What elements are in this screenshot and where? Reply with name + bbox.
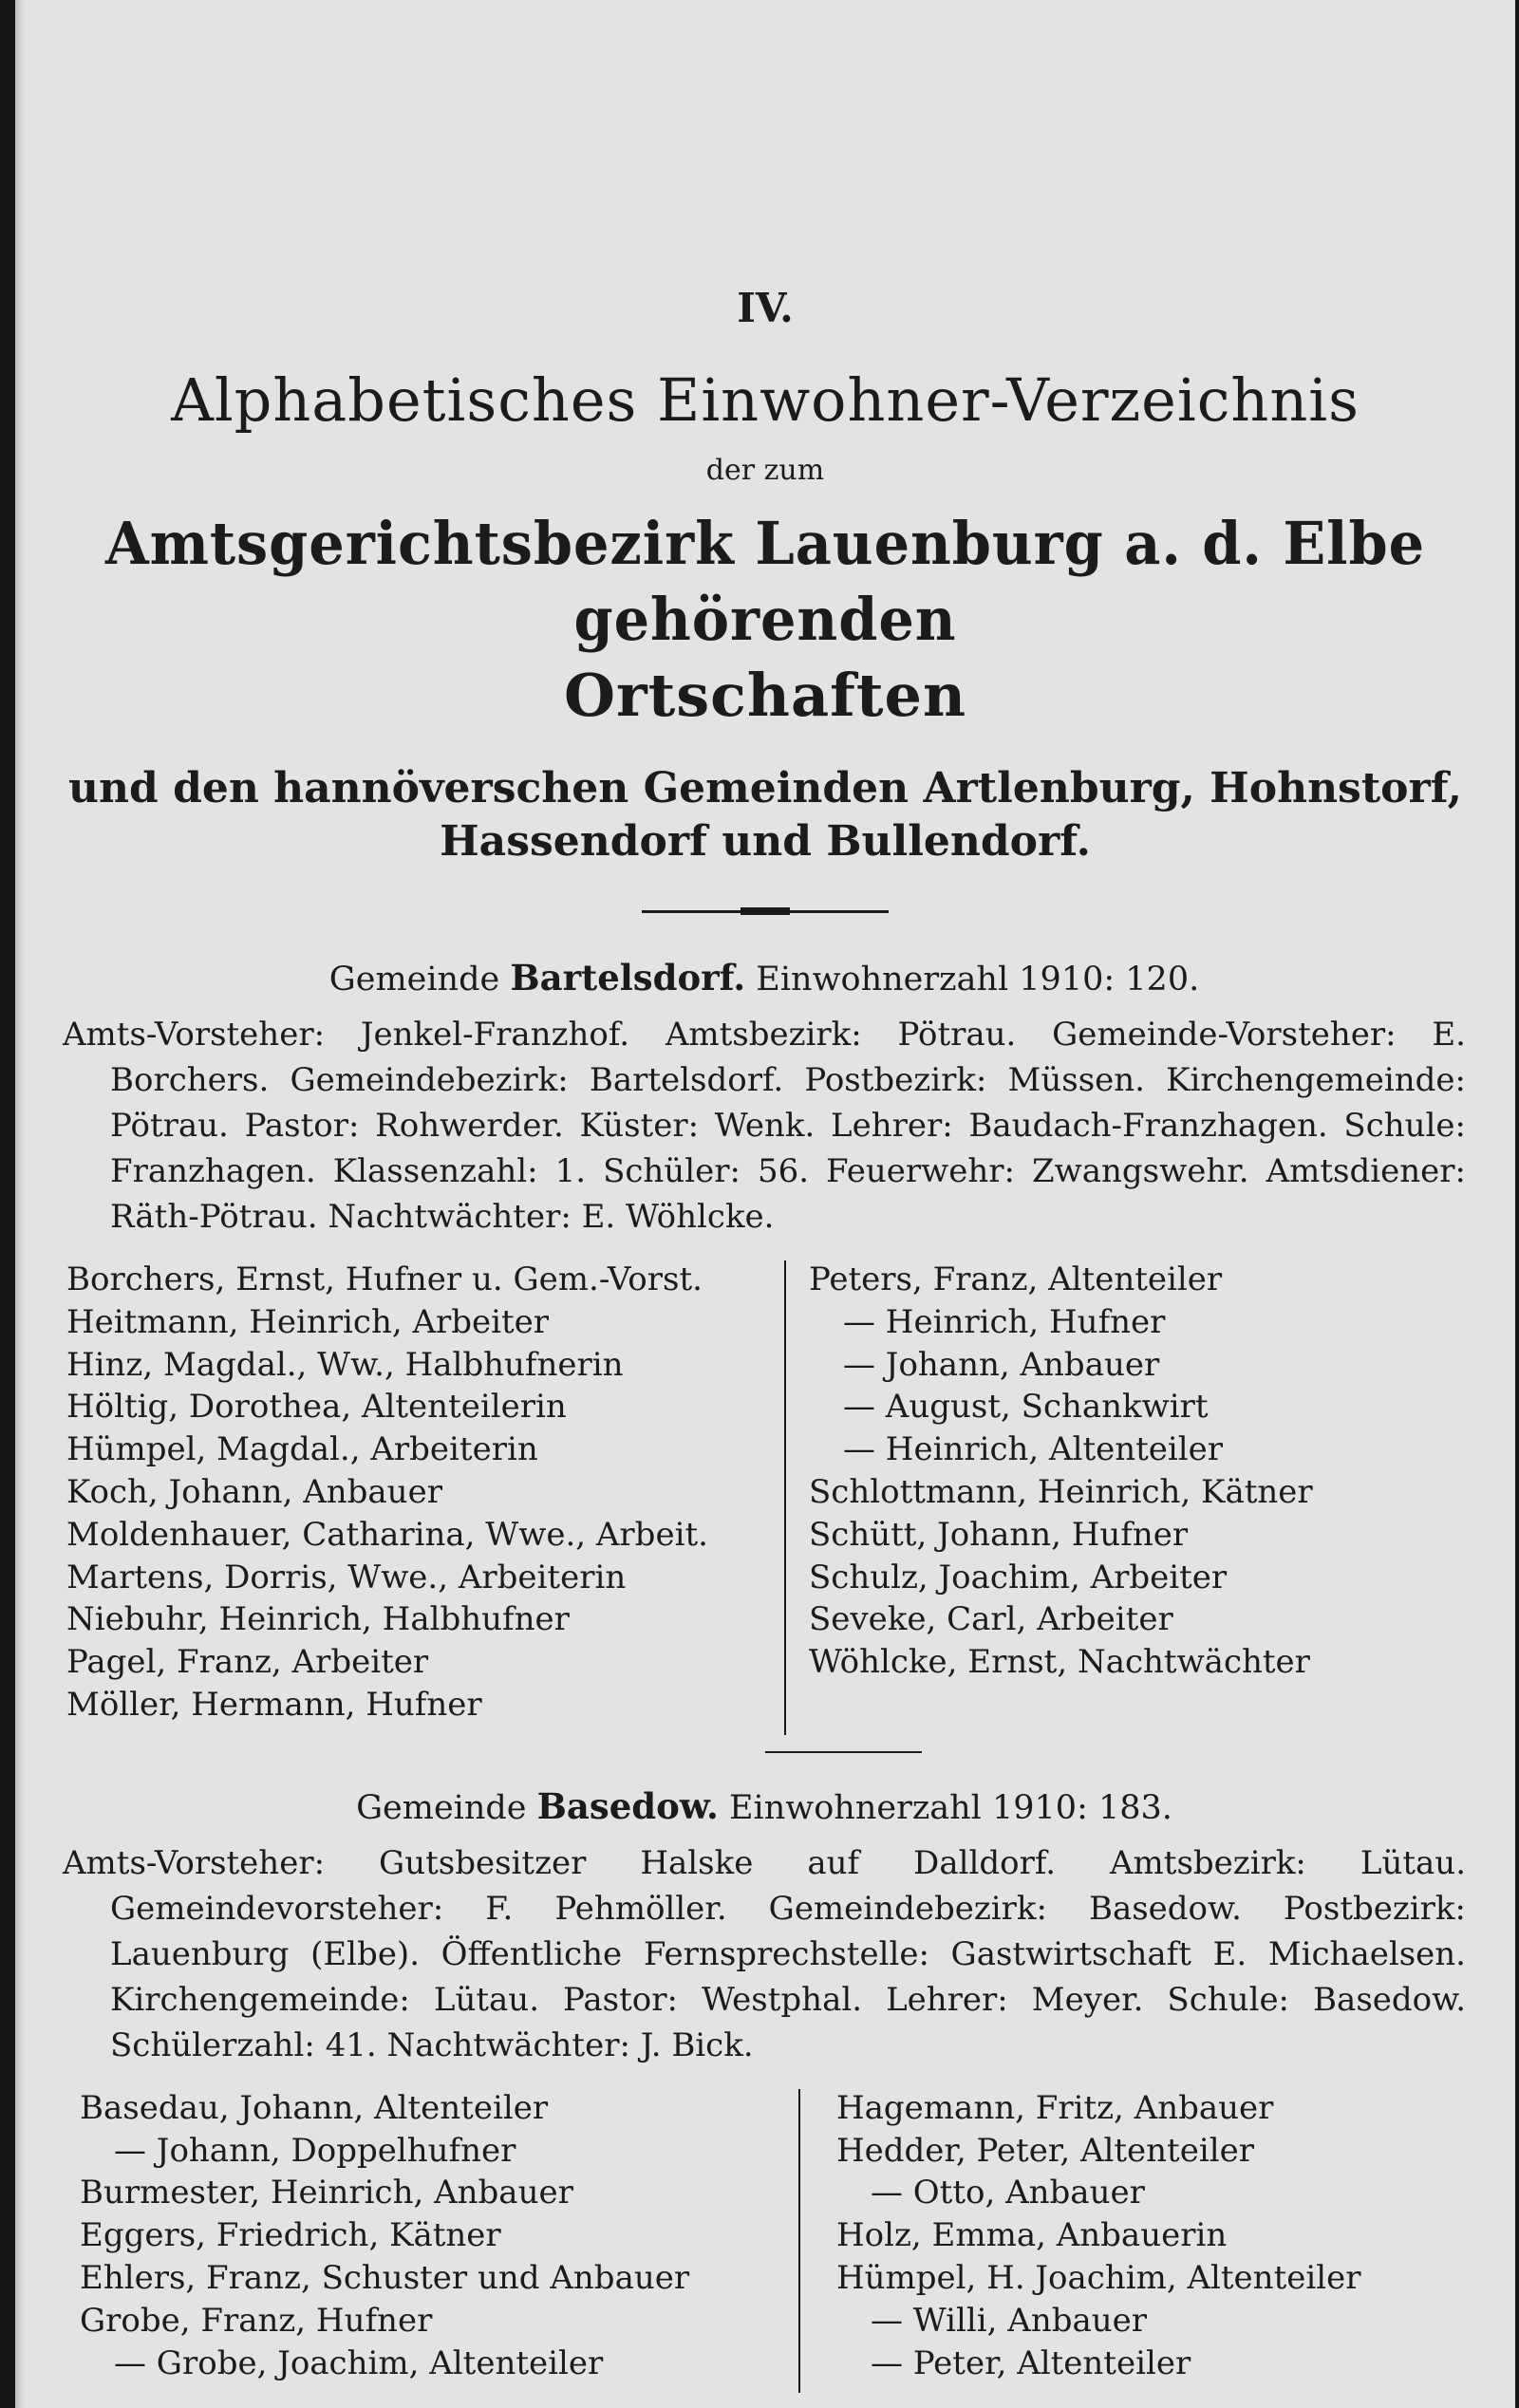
list-item: Holz, Emma, Anbauerin (836, 2216, 1228, 2255)
list-item: Moldenhauer, Catharina, Wwe., Arbeit. (66, 1515, 708, 1554)
list-item: Borchers, Ernst, Hufner u. Gem.-Vorst. (66, 1260, 703, 1298)
page-title: Alphabetisches Einwohner-Verzeichnis (171, 365, 1360, 435)
list-item: Burmester, Heinrich, Anbauer (80, 2174, 573, 2212)
section-bartelsdorf (15, 957, 1515, 1727)
district-heading-line-2: Ortschaften (563, 661, 967, 730)
resident-columns (63, 1259, 1466, 1727)
list-item: Eggers, Friedrich, Kätner (80, 2216, 501, 2255)
resident-list-left (63, 1259, 788, 1727)
list-item: Niebuhr, Heinrich, Halbhufner (66, 1600, 570, 1639)
list-item: — August, Schankwirt (843, 1388, 1209, 1427)
hanover-line-2: Hassendorf und Bullendorf. (440, 817, 1091, 866)
list-item: Hedder, Peter, Altenteiler (836, 2131, 1254, 2170)
list-item: Peters, Franz, Altenteiler (809, 1260, 1223, 1298)
section-roman-numeral: IV. (737, 285, 794, 331)
list-item: Koch, Johann, Anbauer (66, 1472, 442, 1511)
resident-list-right (816, 2087, 1360, 2385)
list-item: Pagel, Franz, Arbeiter (66, 1643, 429, 1682)
resident-columns (63, 2087, 1466, 2385)
list-item: — Willi, Anbauer (871, 2301, 1148, 2340)
hanover-line-1: und den hannöverschen Gemeinden Artlenburg, Hohnstorf, (68, 764, 1462, 812)
column-divider (784, 1260, 786, 1735)
list-item: Schlottmann, Heinrich, Kätner (809, 1472, 1313, 1511)
list-item: — Peter, Altenteiler (871, 2343, 1191, 2382)
section-heading (63, 957, 1466, 999)
list-item: — Johann, Anbauer (843, 1345, 1160, 1384)
section-heading (63, 1785, 1466, 1827)
list-item: Ehlers, Franz, Schuster und Anbauer (80, 2258, 690, 2297)
section-details: Amts-Vorsteher: Jenkel-Franzhof. Amtsbezirk: Pötrau. Gemeinde-Vorsteher: E. Borchers. Gemeindebezirk: Bartelsdorf. Postbezirk: Müssen. Kirchengemeinde: Pötrau. Pastor: Rohwerder. Küster: Wenk. Lehrer: Baudach-Franzhagen. Schule: Franzhagen. Klassenzahl: 1. Schüler: 56. Feuerwehr: Zwangswehr. Amtsdiener: Räth-Pötrau. Nachtwächter: E. Wöhlcke. (63, 1016, 1466, 1236)
population-count: Einwohnerzahl 1910: 183. (728, 1788, 1172, 1827)
heading-prefix: Gemeinde (328, 961, 500, 999)
resident-list-right (788, 1259, 1313, 1727)
list-item: Grobe, Franz, Hufner (80, 2301, 433, 2340)
list-item: — Grobe, Joachim, Altenteiler (114, 2343, 604, 2382)
list-item: Seveke, Carl, Arbeiter (809, 1600, 1173, 1639)
list-item: Schütt, Johann, Hufner (809, 1515, 1189, 1554)
section-basedow (15, 1785, 1515, 2385)
resident-list-left (63, 2087, 816, 2385)
title-connector: der zum (705, 454, 825, 487)
list-item: — Heinrich, Altenteiler (843, 1430, 1224, 1469)
list-item: Hinz, Magdal., Ww., Halbhufnerin (66, 1345, 624, 1384)
population-count: Einwohnerzahl 1910: 120. (756, 961, 1200, 999)
column-divider (798, 2089, 800, 2393)
document-page (15, 0, 1515, 2408)
list-item: Martens, Dorris, Wwe., Arbeiterin (66, 1558, 627, 1596)
header-divider (642, 910, 889, 913)
list-item: Schulz, Joachim, Arbeiter (809, 1558, 1228, 1596)
list-item: Wöhlcke, Ernst, Nachtwächter (809, 1643, 1310, 1682)
list-item: — Heinrich, Hufner (843, 1302, 1166, 1341)
list-item: Möller, Hermann, Hufner (66, 1685, 482, 1724)
section-divider (765, 1751, 922, 1753)
list-item: — Johann, Doppelhufner (114, 2131, 516, 2170)
list-item: Hagemann, Fritz, Anbauer (836, 2088, 1274, 2127)
section-details: Amts-Vorsteher: Gutsbesitzer Halske auf Dalldorf. Amtsbezirk: Lütau. Gemeindevorsteher: F. Pehmöller. Gemeindebezirk: Basedow. Postbezirk: Lauenburg (Elbe). Öffentliche Fernsprechstelle: Gastwirtschaft E. Michaelsen. Kirchengemeinde: Lütau. Pastor: Westphal. Lehrer: Meyer. Schule: Basedow. Schülerzahl: 41. Nachtwächter: J. Bick. (63, 1843, 1466, 2064)
district-heading-line-1: Amtsgerichtsbezirk Lauenburg a. d. Elbe gehörenden (104, 509, 1426, 654)
list-item: Heitmann, Heinrich, Arbeiter (66, 1302, 550, 1341)
list-item: Höltig, Dorothea, Altenteilerin (66, 1388, 567, 1427)
list-item: Hümpel, Magdal., Arbeiterin (66, 1430, 538, 1469)
heading-prefix: Gemeinde (356, 1788, 527, 1827)
list-item: Basedau, Johann, Altenteiler (80, 2088, 549, 2127)
list-item: Hümpel, H. Joachim, Altenteiler (836, 2258, 1361, 2297)
community-name: Basedow. (536, 1784, 719, 1827)
community-name: Bartelsdorf. (510, 957, 746, 999)
list-item: — Otto, Anbauer (871, 2174, 1145, 2212)
